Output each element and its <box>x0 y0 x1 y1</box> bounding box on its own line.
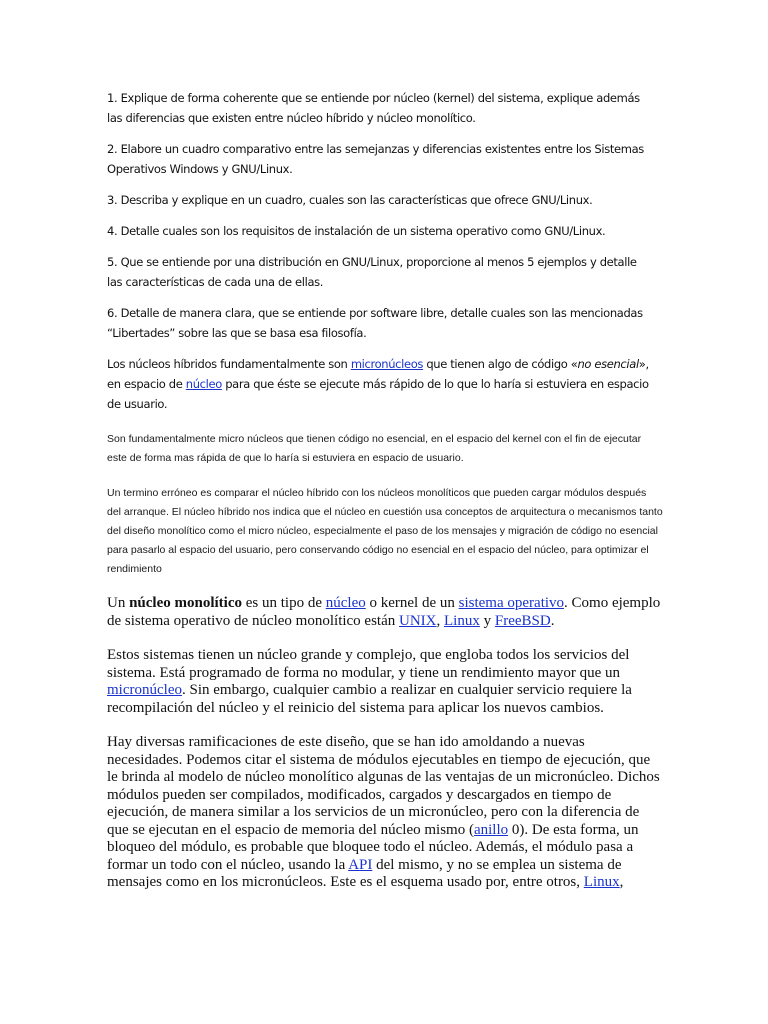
freebsd-link[interactable]: FreeBSD <box>494 612 551 629</box>
hybrid-italic-text: no esencial <box>577 357 639 371</box>
question-5-line-1: 5. Que se entiende por una distribución en GNU/Linux, proporcione al menos 5 ejemplos y detalle <box>107 255 637 269</box>
mono1-text-4: . Como ejemplo de sistema operativo de núcleo monolítico están <box>107 595 661 629</box>
question-4 <box>107 221 663 241</box>
question-3 <box>107 190 663 210</box>
question-2-line-2: Operativos Windows y GNU/Linux. <box>107 162 293 176</box>
mono3-text-2: 0). De esta forma, un bloqueo del módulo, es probable que bloquee todo el núcleo. Además, el módulo pasa a formar un todo con el núcleo, usando la <box>107 821 639 873</box>
hybrid-text-3: », en espacio de <box>107 357 649 391</box>
mono2-text-1: Estos sistemas tienen un núcleo grande y complejo, que engloba todos los servicios del sistema. Está programado de forma no modular, y tiene un rendimiento mayor que un <box>107 647 630 681</box>
question-2 <box>107 139 663 179</box>
monolithic-paragraph-3 <box>107 734 663 892</box>
anillo-link[interactable]: anillo <box>473 821 509 838</box>
linux-link-2[interactable]: Linux <box>583 874 620 890</box>
small-paragraph-1: Son fundamentalmente micro núcleos que tienen código no esencial, en el espacio del kernel con el fin de ejecutar este de forma mas rápida de que lo haría si estuviera en espacio de usuario. <box>107 433 642 464</box>
monolithic-kernel-term: núcleo monolítico <box>129 595 243 611</box>
mono1-text-3: o kernel de un <box>365 595 459 611</box>
mono3-text-3: del mismo, y no se emplea un sistema de mensajes como en los micronúcleos. Este es el esquema usado por, entre otros, <box>107 856 622 890</box>
mono1-text-1: Un <box>107 595 130 611</box>
question-2-line-1: 2. Elabore un cuadro comparativo entre las semejanzas y diferencias existentes entre los Sistemas <box>107 142 644 156</box>
small-paragraph-2: Un termino erróneo es comparar el núcleo híbrido con los núcleos monolíticos que pueden cargar módulos después del arranque. El núcleo híbrido nos indica que el núcleo en cuestión usa conceptos de arquitectura o mecanismos tanto del diseño monolítico como el micro núcleo, especialmente el paso de los mensajes y migración de código no esencial para pasarlo al espacio del usuario, pero conservando código no esencial en el espacio del núcleo, para optimizar el rendimiento <box>107 487 663 575</box>
mono2-text-2: . Sin embargo, cualquier cambio a realizar en cualquier servicio requiere la recompilación del núcleo y el reinicio del sistema para aplicar los nuevos cambios. <box>107 682 632 716</box>
question-3-line-1: 3. Describa y explique en un cuadro, cuales son las características que ofrece GNU/Linux. <box>107 193 593 207</box>
hybrid-text-4: para que éste se ejecute más rápido de lo que lo haría si estuviera en espacio de usuario. <box>107 377 649 411</box>
question-6 <box>107 303 663 343</box>
question-1-line-2: las diferencias que existen entre núcleo híbrido y núcleo monolítico. <box>107 111 476 125</box>
mono1-text-6: y <box>479 612 495 629</box>
mono1-text-2: es un tipo de <box>242 595 326 611</box>
nucleo-link[interactable]: núcleo <box>185 377 222 391</box>
monolithic-paragraph-2 <box>107 647 663 717</box>
micronucleos-link[interactable]: micronúcleos <box>350 357 424 371</box>
question-6-line-1: 6. Detalle de manera clara, que se entiende por software libre, detalle cuales son las mencionadas <box>107 306 643 320</box>
question-5 <box>107 252 663 292</box>
hybrid-text-1: Los núcleos híbridos fundamentalmente son <box>107 357 351 371</box>
question-1-line-1: 1. Explique de forma coherente que se entiende por núcleo (kernel) del sistema, explique además <box>107 91 640 105</box>
question-5-line-2: las características de cada una de ellas. <box>107 275 324 289</box>
mono1-text-7: . <box>550 612 555 629</box>
hybrid-kernel-paragraph <box>107 354 663 414</box>
mono1-text-5: , <box>436 612 445 629</box>
question-1 <box>107 88 663 128</box>
api-link[interactable]: API <box>348 856 373 873</box>
linux-link[interactable]: Linux <box>444 612 480 629</box>
question-6-line-2: “Libertades” sobre las que se basa esa filosofía. <box>107 326 367 340</box>
micronucleo-link[interactable]: micronúcleo <box>107 682 182 698</box>
sistema-operativo-link[interactable]: sistema operativo <box>458 595 565 611</box>
mono3-text-1: Hay diversas ramificaciones de este diseño, que se han ido amoldando a nuevas necesidades. Podemos citar el sistema de módulos ejecutables en tiempo de ejecución, que le brinda al modelo de núcleo monolítico algunas de las ventajas de un micronúcleo. Dichos módulos pueden ser compilados, modificados, cargados y descargados en tiempo de ejecución, de manera similar a los servicios de un micronúcleo, pero con la diferencia de que se ejecutan en el espacio de memoria del núcleo mismo ( <box>107 734 660 838</box>
mono3-text-4: , <box>619 874 624 890</box>
unix-link[interactable]: UNIX <box>399 612 437 629</box>
document-page <box>107 88 663 909</box>
question-4-line-1: 4. Detalle cuales son los requisitos de instalación de un sistema operativo como GNU/Linux. <box>107 224 606 238</box>
hybrid-text-2: que tienen algo de código « <box>423 357 578 371</box>
monolithic-paragraph-1 <box>107 595 663 630</box>
nucleo-link[interactable]: núcleo <box>325 595 366 611</box>
